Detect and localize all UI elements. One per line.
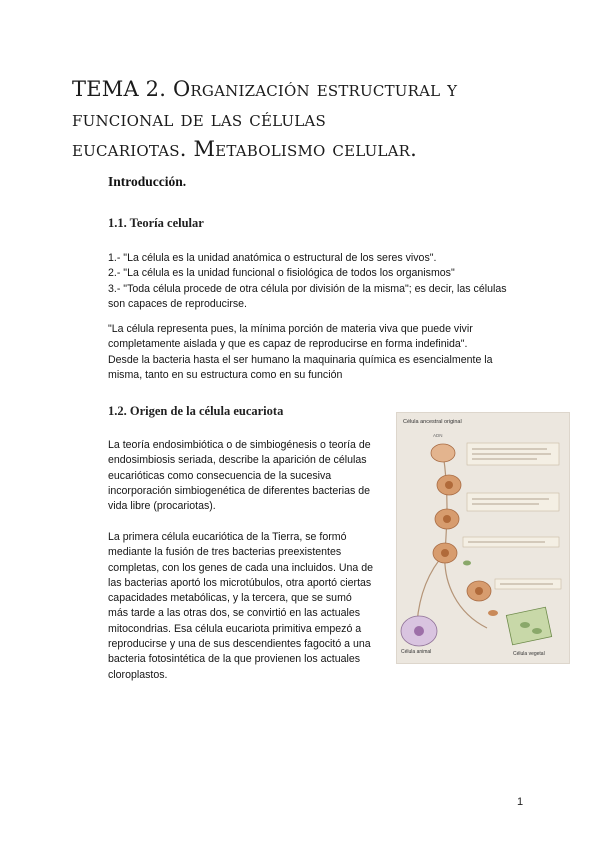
postulate-line: son capaces de reproducirse.	[108, 297, 247, 310]
paragraph-line: mitocondrias. Esa célula eucariota primitiva empezó a	[108, 622, 362, 635]
intro-heading: Introducción.	[108, 174, 187, 189]
cell-definition-paragraph	[108, 322, 533, 383]
paragraph-line: La primera célula eucariótica de la Tierra, se formó	[108, 531, 347, 543]
caption-box-2	[467, 493, 559, 511]
chloroplast	[520, 622, 530, 628]
paragraph-line: eucarióticas como consecuencia de la sucesiva	[108, 469, 332, 482]
chloroplast	[532, 628, 542, 634]
paragraph-line: reproducirse y una de sus descendientes fagocitó a una	[108, 638, 371, 651]
paragraph-line: más tarde a las otras dos, se convirtió en las actuales	[108, 607, 361, 620]
paragraph-line: vida libre (procariotas).	[108, 500, 216, 513]
paragraph-line: endosimbiosis seriada, describe la aparición de células	[108, 454, 367, 467]
paragraph-line: Desde la bacteria hasta el ser humano la maquinaria química es esencialmente la	[108, 353, 493, 366]
nucleus-stage-3	[443, 515, 451, 523]
figure-label-plant: Célula vegetal	[513, 651, 545, 657]
lineage-branch-path	[417, 553, 445, 623]
paragraph-line: bacteria fotosintética de la que provienen los actuales	[108, 653, 361, 666]
section-1-2-heading: 1.2. Origen de la célula eucariota	[108, 404, 284, 418]
animal-cell-nucleus	[414, 626, 424, 636]
bacterium	[488, 610, 498, 616]
paragraph-line: "La célula representa pues, la mínima porción de materia viva que puede vivir	[108, 323, 473, 335]
endosymbiosis-paragraph	[108, 438, 388, 514]
title-line-1: TEMA 2. Organización estructural y funcional de las células	[72, 77, 458, 131]
postulates-list	[108, 251, 533, 312]
title-line-2: eucariotas. Metabolismo celular.	[72, 137, 417, 161]
ancestral-cell	[431, 444, 455, 462]
paragraph-line: las bacterias aportó los microtúbulos, otra aportó ciertas	[108, 576, 372, 589]
endosymbiosis-diagram	[397, 413, 569, 663]
figure-label-animal: Célula animal	[401, 649, 432, 655]
paragraph-line: La teoría endosimbiótica o de simbiogénesis o teoría de	[108, 439, 371, 451]
first-eukaryote-paragraph	[108, 530, 388, 683]
postulate-line: 1.- "La célula es la unidad anatómica o estructural de los seres vivos".	[108, 252, 437, 264]
section-1-1-heading: 1.1. Teoría celular	[108, 216, 204, 230]
nucleus-stage-2	[445, 481, 453, 489]
paragraph-line: capacidades metabólicas, y la tercera, que se sumó	[108, 592, 352, 605]
nucleus-stage-5	[475, 587, 483, 595]
postulate-line: 3.- "Toda célula procede de otra célula por división de la misma"; es decir, las células	[108, 282, 507, 295]
nucleus-stage-4	[441, 549, 449, 557]
caption-text-lines	[468, 449, 553, 584]
paragraph-line: mediante la fusión de tres bacterias preexistentes	[108, 546, 342, 559]
figure-label-top: Célula ancestral original	[403, 419, 462, 425]
paragraph-line: cloroplastos.	[108, 668, 168, 681]
page-number: 1	[517, 796, 524, 808]
endosymbiosis-figure	[396, 412, 570, 664]
figure-label-dna: ADN	[433, 433, 443, 438]
paragraph-line: incorporación simbiogenética de diferentes bacterias de	[108, 484, 371, 497]
paragraph-line: completamente aislada y que es capaz de reproducirse en forma indefinida".	[108, 338, 468, 351]
postulate-line: 2.- "La célula es la unidad funcional o fisiológica de todos los organismos"	[108, 267, 455, 280]
page-title	[72, 74, 542, 164]
paragraph-line: misma, tanto en su estructura como en su función	[108, 368, 343, 381]
paragraph-line: completas, con los genes de cada una incluidos. Una de	[108, 561, 374, 574]
bacterium	[463, 561, 471, 566]
